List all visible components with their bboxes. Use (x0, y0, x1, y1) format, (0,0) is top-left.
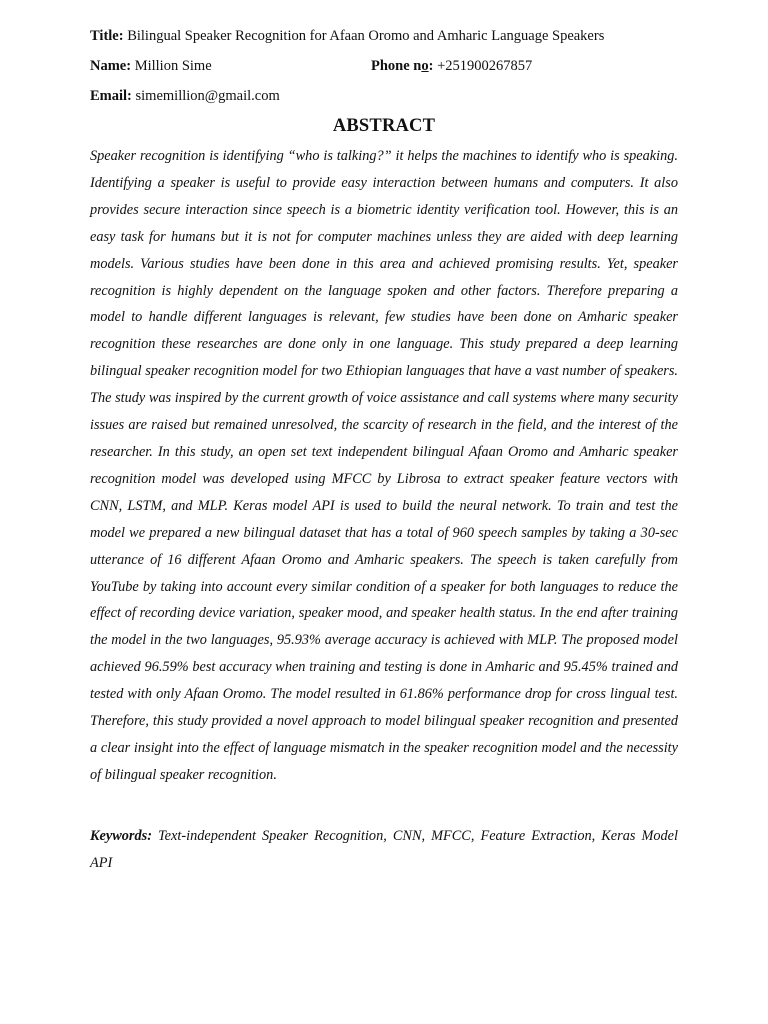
keywords-label: Keywords: (90, 828, 152, 844)
abstract-body: Speaker recognition is identifying “who is talking?” it helps the machines to identify who is speaking. Identifying a speaker is useful to provide easy interaction between humans and computers. It also provides secure interaction since speech is a biometric identity verification tool. However, this is an easy task for humans but it is not for computer machines unless they are aided with deep learning models. Various studies have been done in this area and achieved promising results. Yet, speaker recognition is highly dependent on the language spoken and other factors. Therefore preparing a model to handle different languages is relevant, few studies have been done on Amharic speaker recognition these researches are done only in one language. This study prepared a deep learning bilingual speaker recognition model for two Ethiopian languages that have a vast number of speakers. The study was inspired by the current growth of voice assistance and call systems where many security issues are raised but remained unresolved, the scarcity of research in the field, and the interest of the researcher. In this study, an open set text independent bilingual Afaan Oromo and Amharic speaker recognition model was developed using MFCC by Librosa to extract speaker feature vectors with CNN, LSTM, and MLP. Keras model API is used to build the neural network. To train and test the model we prepared a new bilingual dataset that has a total of 960 speech samples by taking a 30-sec utterance of 16 different Afaan Oromo and Amharic speakers. The speech is taken carefully from YouTube by taking into account every similar condition of a speaker for both languages to reduce the effect of recording device variation, speaker mood, and speaker health status. In the end after training the model in the two languages, 95.93% average accuracy is achieved with MLP. The proposed model achieved 96.59% best accuracy when training and testing is done in Amharic and 95.45% trained and tested with only Afaan Oromo. The model resulted in 61.86% performance drop for cross lingual test. Therefore, this study provided a novel approach to model bilingual speaker recognition and presented a clear insight into the effect of language mismatch in the speaker recognition model and the necessity of bilingual speaker recognition. (90, 148, 678, 783)
email-value: simemillion@gmail.com (135, 88, 280, 104)
keywords-paragraph (90, 823, 678, 876)
phone-label-end: : (428, 58, 434, 74)
phone-label (371, 58, 433, 74)
title-line (90, 27, 604, 45)
email-line (90, 87, 280, 105)
name-label: Name: (90, 58, 132, 74)
name-value: Million Sime (134, 58, 212, 74)
name-line (90, 57, 212, 75)
phone-label-underlined: o (421, 58, 429, 74)
phone-value: +251900267857 (437, 58, 533, 74)
abstract-heading: ABSTRACT (332, 116, 436, 136)
phone-line (371, 57, 532, 75)
title-label: Title: (90, 28, 124, 44)
phone-label-start: Phone n (371, 58, 422, 74)
keywords-text: Text-independent Speaker Recognition, CNN, MFCC, Feature Extraction, Keras Model API (90, 828, 678, 871)
title-value: Bilingual Speaker Recognition for Afaan Oromo and Amharic Language Speakers (127, 28, 605, 44)
email-label: Email: (90, 88, 132, 104)
